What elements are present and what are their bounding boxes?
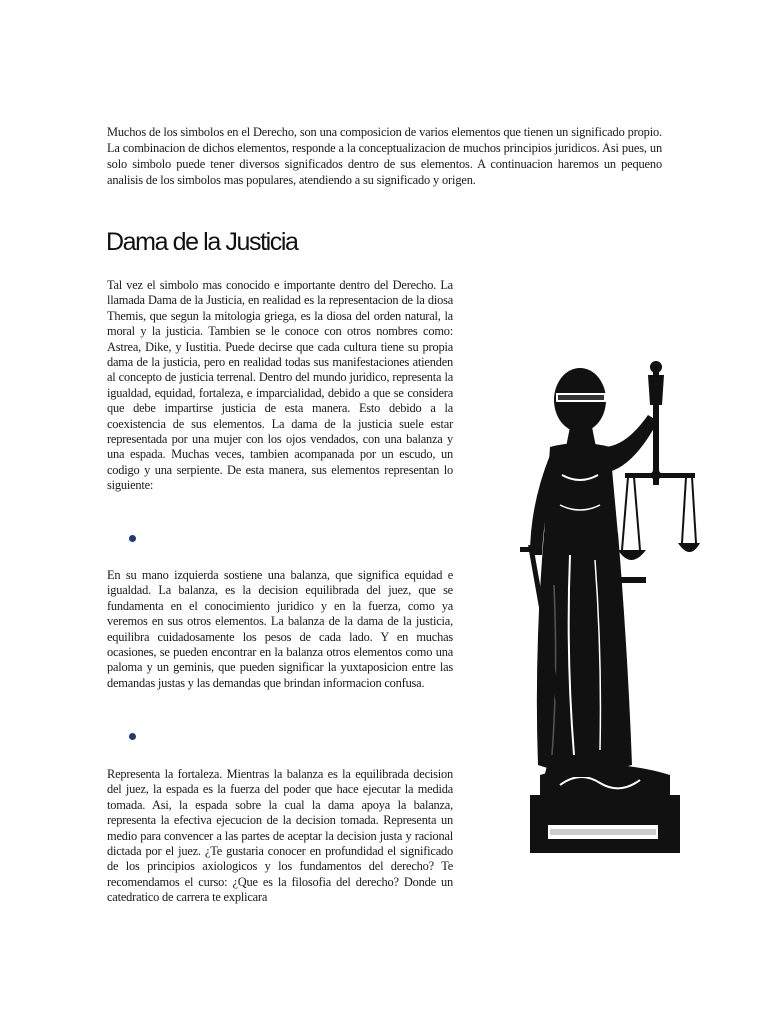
sword-paragraph: Representa la fortaleza. Mientras la balanza es la equilibrada decision del juez, la espada es la fuerza del poder que hace ejecutar la medida tomada. Asi, la espada sobre la cual la dama apoya la balanza, representa la efectiva ejecucion de la decision tomada. Representa un medio para convencer a las partes de aceptar la decision justa y racional dictada por el juez. ¿Te gustaria conocer en profundidad el significado de los principios axiologicos y los fundamentos del derecho? Te recomendamos el curso: ¿Que es la filosofia del derecho? Donde un catedratico de carrera te explicara: [107, 767, 453, 905]
intro-paragraph: Muchos de los simbolos en el Derecho, son una composicion de varios elementos que tienen un significado propio. La combinacion de dichos elementos, responde a la conceptualizacion de muchos principios juridicos. Asi pues, un solo simbolo puede tener diversos significados dentro de sus elementos. A continuacion haremos un pequeno analisis de los simbolos mas populares, atendiendo a su significado y origen.: [107, 125, 662, 187]
balance-paragraph: En su mano izquierda sostiene una balanza, que significa equidad e igualdad. La balanza, es la decision equilibrada del juez, que se fundamenta en el conocimiento juridico y en la fuerza, como ya veremos en sus otros elementos. La balanza de la dama de la justicia, equilibra cuidadosamente los pesos de cada lado. Y en muchas ocasiones, se pueden encontrar en la balanza otros elementos como una paloma y un geminis, que pueden significar la yuxtaposicion entre las demandas justas y las demandas que brindan informacion confusa.: [107, 568, 453, 690]
description-paragraph: Tal vez el simbolo mas conocido e importante dentro del Derecho. La llamada Dama de la Justicia, en realidad es la representacion de la diosa Themis, que segun la mitologia griega, es la diosa del orden natural, la moral y la justicia. Tambien se le conoce con otros nombres como: Astrea, Dike, y Iustitia. Puede decirse que cada cultura tiene su propia dama de la justicia, pero en realidad todas sus manifestaciones atienden al concepto de justicia terrenal. Dentro del mundo juridico, representa la igualdad, equidad, fortaleza, e imparcialidad, debido a que se considera que debe impartirse justicia de esta manera. Esto debido a la coexistencia de sus elementos. La dama de la justicia suele estar representada por una mujer con los ojos vendados, con una balanza y una espada. Muchas veces, tambien acompanada por un escudo, un codigo y una serpiente. De esta manera, sus elementos representan lo siguiente:: [107, 278, 453, 493]
section-heading: Dama de la Justicia: [106, 228, 298, 256]
bullet-dot-icon: [129, 733, 136, 740]
bullet-dot-icon: [129, 535, 136, 542]
lady-justice-statue-illustration: [500, 355, 710, 855]
